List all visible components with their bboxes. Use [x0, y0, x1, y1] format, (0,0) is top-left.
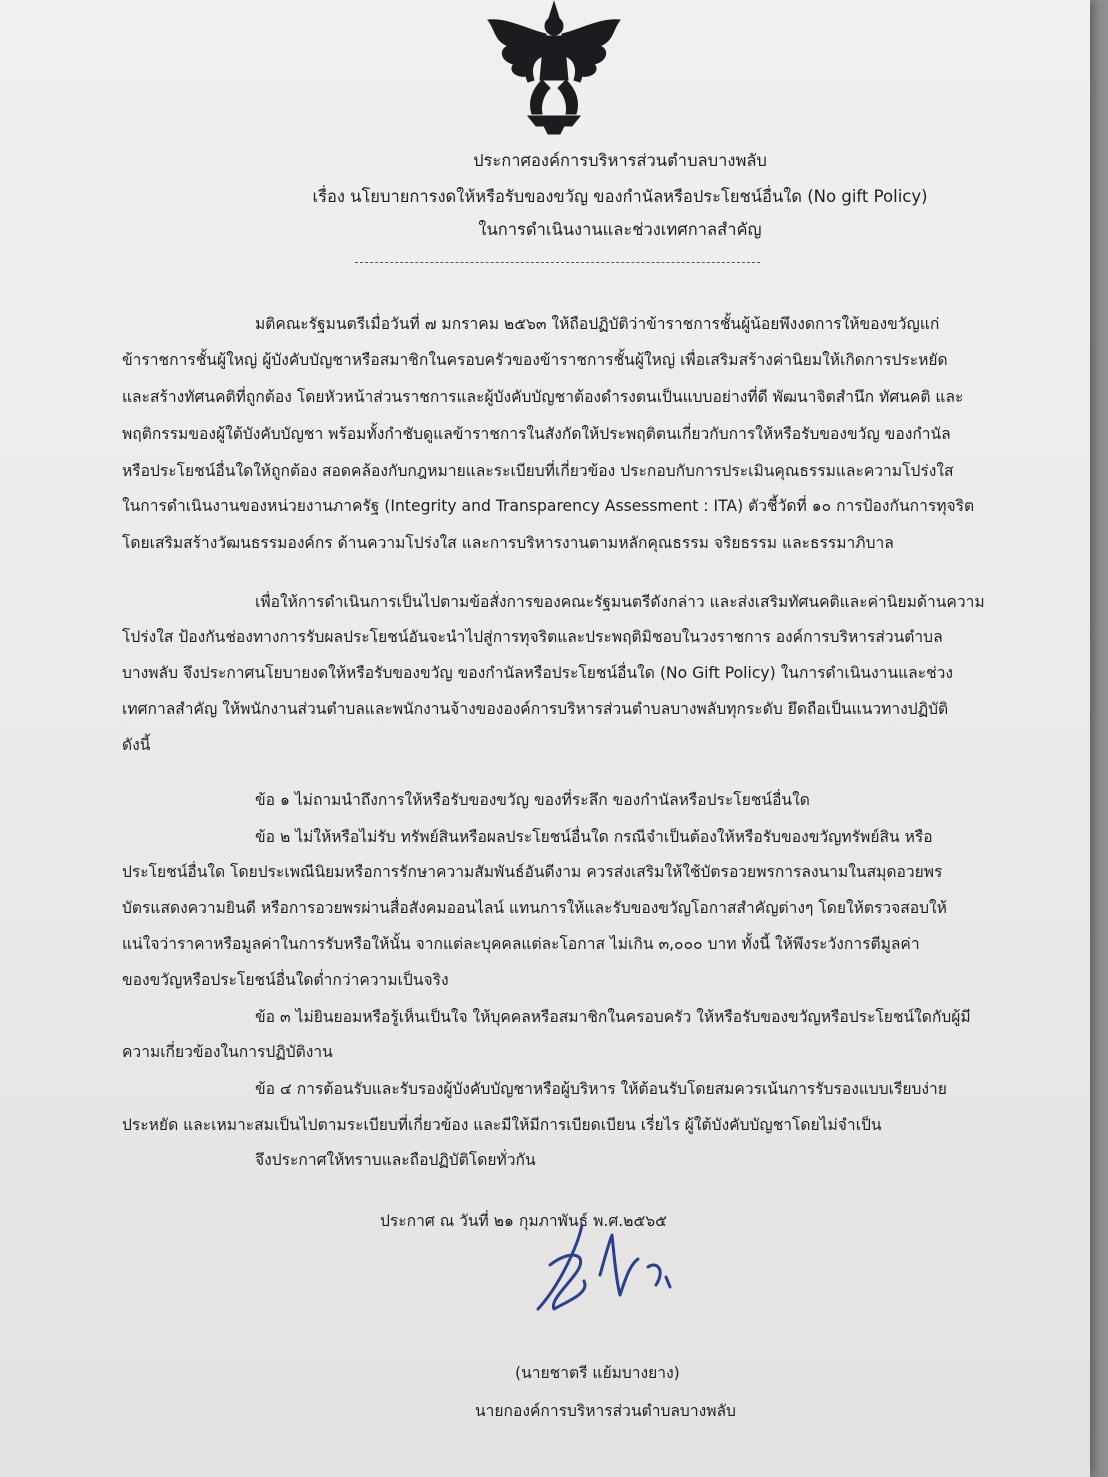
item-2-line: ของขวัญหรือประโยชน์อื่นใดต่ำกว่าความเป็นจริง: [122, 971, 449, 989]
paragraph-2-line: ดังนี้: [122, 736, 151, 754]
signatory-name: (นายชาตรี แย้มบางยาง): [515, 1364, 680, 1382]
paragraph-1-line: ในการดำเนินงานของหน่วยงานภาครัฐ (Integrity and Transparency Assessment : ITA) ตัวชี้วัดที่ ๑๐ การป้องกันการทุจริต: [122, 497, 975, 515]
paragraph-1-line: หรือประโยชน์อื่นใดให้ถูกต้อง สอดคล้องกับกฎหมายและระเบียบที่เกี่ยวข้อง ประกอบกับการประเมินคุณธรรมและความโปร่งใส: [122, 462, 954, 480]
announcement-date: ประกาศ ณ วันที่ ๒๑ กุมภาพันธ์ พ.ศ.๒๕๖๕: [380, 1212, 667, 1230]
item-2-line: ข้อ ๒ ไม่ให้หรือไม่รับ ทรัพย์สินหรือผลประโยชน์อื่นใด กรณีจำเป็นต้องให้หรือรับของขวัญทรัพย์สิน หรือ: [255, 828, 933, 846]
paragraph-2-line: บางพลับ จึงประกาศนโยบายงดให้หรือรับของขวัญ ของกำนัลหรือประโยชน์อื่นใด (No Gift Policy) ในการดำเนินงานและช่วง: [122, 664, 954, 682]
item-2-line: ประโยชน์อื่นใด โดยประเพณีนิยมหรือการรักษาความสัมพันธ์อันดีงาม ควรส่งเสริมให้ใช้บัตรอวยพรการลงนามในสมุดอวยพร: [122, 863, 943, 881]
document-subject: เรื่อง นโยบายการงดให้หรือรับของขวัญ ของกำนัลหรือประโยชน์อื่นใด (No gift Policy): [312, 187, 928, 206]
closing-statement: จึงประกาศให้ทราบและถือปฏิบัติโดยทั่วกัน: [255, 1151, 536, 1169]
paragraph-1-line: โดยเสริมสร้างวัฒนธรรมองค์กร ด้านความโปร่งใส และการบริหารงานตามหลักคุณธรรม จริยธรรม และธรรมาภิบาล: [122, 534, 894, 552]
paragraph-2-line: โปร่งใส ป้องกันช่องทางการรับผลประโยชน์อันจะนำไปสู่การทุจริตและประพฤติมิชอบในวงราชการ องค์การบริหารส่วนตำบล: [122, 628, 943, 646]
paragraph-1-line: ข้าราชการชั้นผู้ใหญ่ ผู้บังคับบัญชาหรือสมาชิกในครอบครัวของข้าราชการชั้นผู้ใหญ่ เพื่อเสริมสร้างค่านิยมให้เกิดการประหยัด: [122, 351, 948, 369]
paragraph-2-line: เพื่อให้การดำเนินการเป็นไปตามข้อสั่งการของคณะรัฐมนตรีดังกล่าว และส่งเสริมทัศนคติและค่านิยมด้านความ: [255, 593, 985, 611]
item-3-line: ข้อ ๓ ไม่ยินยอมหรือรู้เห็นเป็นใจ ให้บุคคลหรือสมาชิกในครอบครัว ให้หรือรับของขวัญหรือประโยชน์ใดกับผู้มี: [255, 1008, 971, 1026]
item-2-line: บัตรแสดงความยินดี หรือการอวยพรผ่านสื่อสังคมออนไลน์ แทนการให้และรับของขวัญโอกาสสำคัญต่างๆ โดยให้ตรวจสอบให้: [122, 899, 947, 917]
header-divider: [355, 262, 760, 263]
item-4-line: ประหยัด และเหมาะสมเป็นไปตามระเบียบที่เกี่ยวข้อง และมีให้มีการเบียดเบียน เรี่ยไร ผู้ใต้บังคับบัญชาโดยไม่จำเป็น: [122, 1116, 882, 1134]
item-1-line: ข้อ ๑ ไม่ถามนำถึงการให้หรือรับของขวัญ ของที่ระลึก ของกำนัลหรือประโยชน์อื่นใด: [255, 791, 810, 809]
item-3-line: ความเกี่ยวข้องในการปฏิบัติงาน: [122, 1043, 333, 1061]
document-title: ประกาศองค์การบริหารส่วนตำบลบางพลับ: [473, 151, 767, 170]
garuda-emblem-icon: [468, 0, 640, 135]
handwritten-signature-icon: [520, 1205, 700, 1325]
signatory-position: นายกองค์การบริหารส่วนตำบลบางพลับ: [475, 1402, 736, 1420]
paragraph-2-line: เทศกาลสำคัญ ให้พนักงานส่วนตำบลและพนักงานจ้างขององค์การบริหารส่วนตำบลบางพลับทุกระดับ ยึดถือเป็นแนวทางปฏิบัติ: [122, 700, 949, 718]
document-subject-continued: ในการดำเนินงานและช่วงเทศกาลสำคัญ: [478, 220, 762, 239]
item-4-line: ข้อ ๔ การต้อนรับและรับรองผู้บังคับบัญชาหรือผู้บริหาร ให้ต้อนรับโดยสมควรเน้นการรับรองแบบเรียบง่าย: [255, 1080, 947, 1098]
paragraph-1-line: พฤติกรรมของผู้ใต้บังคับบัญชา พร้อมทั้งกำชับดูแลข้าราชการในสังกัดให้ประพฤติตนเกี่ยวกับการให้หรือรับของขวัญ ของกำนัล: [122, 425, 951, 443]
paragraph-1-line: มติคณะรัฐมนตรีเมื่อวันที่ ๗ มกราคม ๒๕๖๓ ให้ถือปฏิบัติว่าข้าราชการชั้นผู้น้อยพึงงดการให้ของขวัญแก่: [255, 315, 940, 333]
paragraph-1-line: และสร้างทัศนคติที่ถูกต้อง โดยหัวหน้าส่วนราชการและผู้บังคับบัญชาต้องดำรงตนเป็นแบบอย่างที่ดี พัฒนาจิตสำนึก ทัศนคติ และ: [122, 388, 964, 406]
item-2-line: แน่ใจว่าราคาหรือมูลค่าในการรับหรือให้นั้น จากแต่ละบุคคลแต่ละโอกาส ไม่เกิน ๓,๐๐๐ บาท ทั้งนี้ ให้พึงระวังการตีมูลค่า: [122, 935, 920, 953]
